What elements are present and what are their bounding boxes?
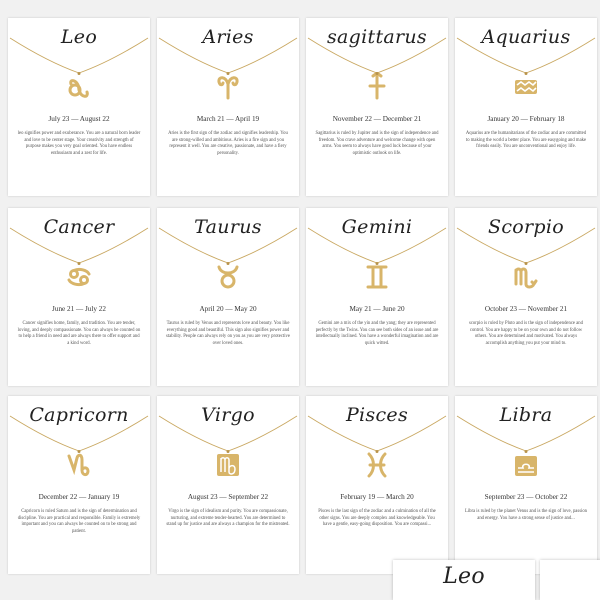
pisces-icon <box>363 450 391 480</box>
card-description: Sagittarius is ruled by Jupiter and is the sign of independence and freedom. You crave adventure and welcome change with open arms. You seem to always have good luck because of your optimistic outlook on life. <box>315 131 439 156</box>
partial-card <box>393 560 535 600</box>
zodiac-card-scorpio <box>455 208 597 386</box>
card-date-range: April 20 — May 20 <box>199 305 257 313</box>
zodiac-card-virgo <box>157 396 299 574</box>
card-description: Virgo is the sign of idealism and purity. You are compassionate, nurturing, and extreme tender-hearted. You are determined to stand up for justice and are always a champion for the mistreated. <box>166 509 290 528</box>
virgo-icon <box>214 450 242 480</box>
card-date-range: July 23 — August 22 <box>48 115 110 123</box>
aries-icon <box>214 72 242 102</box>
card-date-range: August 23 — September 22 <box>187 493 269 501</box>
card-sign-title: Gemini <box>341 216 413 238</box>
card-description: Pisces is the last sign of the zodiac and a culmination of all the other signs. You are deeply complex and knowledgeable. You have a gentle, easy-going disposition. You are compassi... <box>318 509 436 528</box>
card-date-range: May 21 — June 20 <box>349 305 405 313</box>
zodiac-card-pisces <box>306 396 448 574</box>
card-sign-title: Scorpio <box>488 216 564 238</box>
zodiac-card-leo <box>8 18 150 196</box>
card-sign-title: Leo <box>443 564 485 589</box>
sagittarius-icon <box>363 72 391 102</box>
card-sign-title: Taurus <box>194 216 262 238</box>
partial-card <box>540 560 600 600</box>
zodiac-card-libra <box>455 396 597 574</box>
gemini-icon <box>363 262 391 292</box>
card-sign-title: Pisces <box>345 404 409 426</box>
leo-icon <box>65 72 93 102</box>
card-sign-title: Cancer <box>43 216 115 238</box>
zodiac-card-cancer <box>8 208 150 386</box>
card-date-range: October 23 — November 21 <box>484 305 568 313</box>
card-description: scorpio is ruled by Pluto and is the sign of independence and control. You are happy to be on your own and do not follow others. You are determined and motivated. You always accomplish anything you put your mind to. <box>469 321 583 346</box>
aquarius-icon <box>512 72 540 102</box>
cancer-icon <box>65 262 93 292</box>
card-sign-title: Aquarius <box>481 26 571 48</box>
card-sign-title: sagittarus <box>327 26 427 48</box>
zodiac-card-sagittarius <box>306 18 448 196</box>
card-sign-title: Aries <box>202 26 254 48</box>
card-sign-title: Virgo <box>201 404 255 426</box>
zodiac-card-taurus <box>157 208 299 386</box>
capricorn-icon <box>65 450 93 480</box>
zodiac-card-aries <box>157 18 299 196</box>
card-date-range: June 21 — July 22 <box>52 305 106 313</box>
taurus-icon <box>214 262 242 292</box>
zodiac-card-gemini <box>306 208 448 386</box>
card-description: Aquarius are the humanitarians of the zodiac and are committed to making the world a better place. You are easygoing and make friends easily. You are unconventional and enjoy life. <box>465 131 587 150</box>
card-date-range: September 23 — October 22 <box>484 493 568 501</box>
card-date-range: November 22 — December 21 <box>332 115 422 123</box>
zodiac-card-aquarius <box>455 18 597 196</box>
card-description: Cancer signifies home, family, and tradition. You are tender, loving, and deeply compassionate. You can always be counted on to help a friend in need and are always there to offer support and a kind word. <box>17 321 141 346</box>
card-description: Aries is the first sign of the zodiac and signifies leadership. You are strong-willed and ambitious. Aries is a fire sign and you represent it well. You are creative, passionate, and have a fiery personality. <box>168 131 288 156</box>
card-description: leo signifies power and exuberance. You are a natural born leader and love to be center stage. Your creativity and strength of purpose makes you very goal oriented. You have endless enthusiasm and a zest for life. <box>17 131 141 156</box>
card-description: Capricorn is ruled Saturn and is the sign of determination and discipline. You are practical and responsible. Family is extremely important and you can always be counted on to be strong and patient. <box>17 509 141 534</box>
card-description: Libra is ruled by the planet Venus and is the sign of love, passion and energy. You have a strong sense of justice and... <box>464 509 588 521</box>
scorpio-icon <box>512 262 540 292</box>
zodiac-card-capricorn <box>8 396 150 574</box>
card-sign-title: Capricorn <box>29 404 129 426</box>
card-date-range: January 20 — February 18 <box>487 115 565 123</box>
card-date-range: February 19 — March 20 <box>340 493 414 501</box>
card-date-range: December 22 — January 19 <box>38 493 120 501</box>
card-description: Gemini are a mix of the yin and the yang; they are represented perfectly by the Twins. You can see both sides of an issue and are intellectually inclined. You have a wonderful imagination and are quick witted. <box>315 321 439 346</box>
card-sign-title: Libra <box>499 404 553 426</box>
card-sign-title: Leo <box>60 26 98 48</box>
card-date-range: March 21 — April 19 <box>196 115 260 123</box>
card-description: Taurus is ruled by Venus and represents love and beauty. You like everything good and beautiful. This sign also signifies power and stability. People can always rely on you as you are very protective over loved ones. <box>166 321 290 346</box>
libra-icon <box>512 450 540 480</box>
